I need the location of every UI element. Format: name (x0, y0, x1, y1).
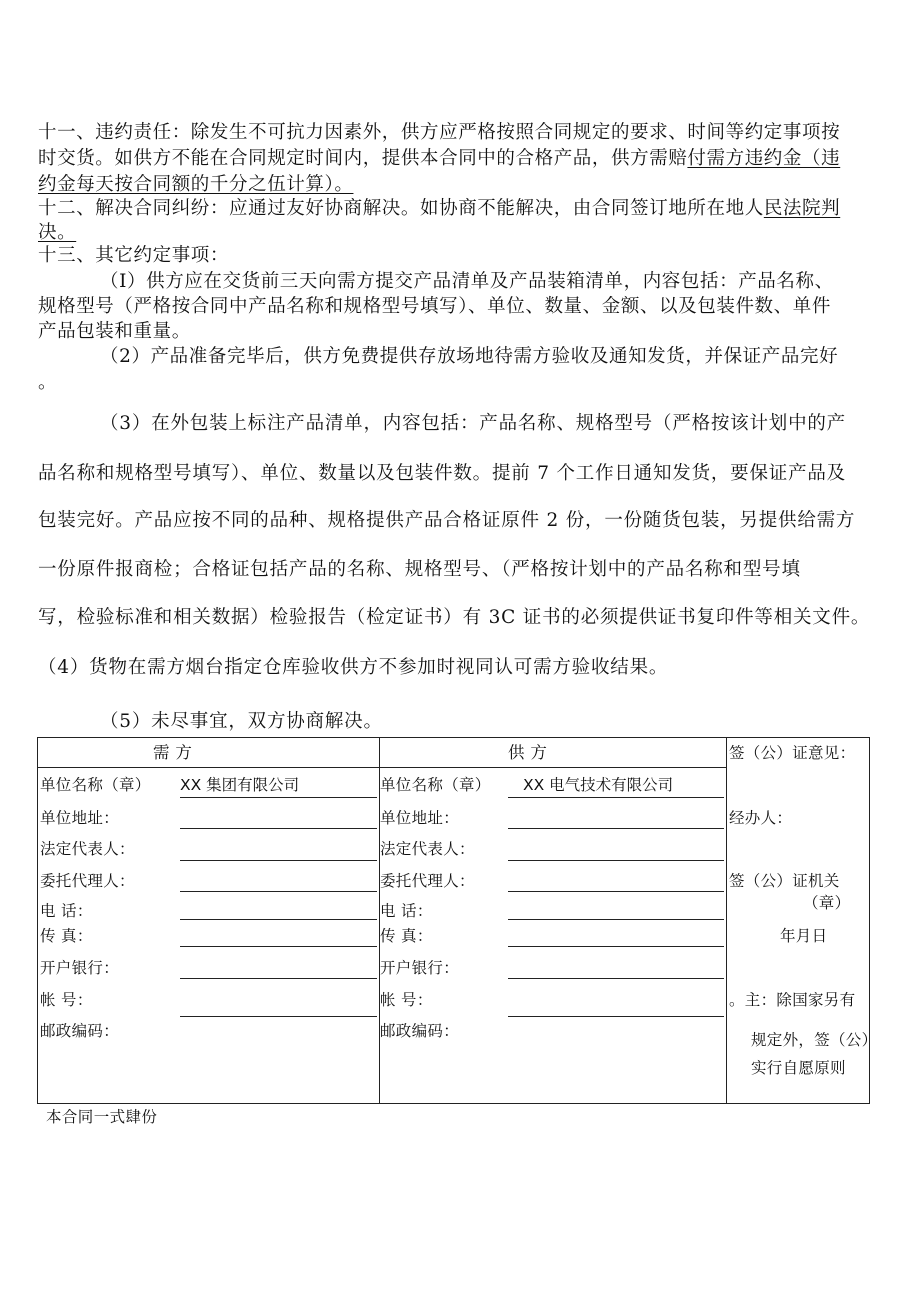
seller-agent-label: 委托代理人： (380, 872, 475, 890)
seller-unit-name-value: XX 电气技术有限公司 (523, 776, 674, 794)
signature-table (37, 737, 878, 1104)
seller-unit-name-line (508, 797, 724, 798)
header-divider (38, 767, 726, 768)
seller-account-line (508, 1016, 724, 1017)
buyer-phone-line (180, 919, 377, 920)
seller-phone-label: 电 话： (380, 902, 433, 920)
clause-13-item-3-line-4: 一份原件报商检；合格证包括产品的名称、规格型号、（严格按计划中的产品名称和型号填 (38, 559, 801, 580)
seller-postcode-label: 邮政编码： (380, 1022, 460, 1040)
notary-org-line-1: 签（公）证机关 (729, 872, 840, 890)
buyer-bank-label: 开户银行： (40, 959, 120, 977)
column-divider-2 (726, 738, 727, 1103)
seller-address-line (508, 828, 724, 829)
buyer-agent-label: 委托代理人： (40, 872, 135, 890)
buyer-agent-line (180, 891, 377, 892)
clause-13-item-1-line-3: 产品包装和重量。 (38, 321, 191, 342)
notary-note-line-2: 规定外，签（公） (751, 1031, 878, 1049)
contract-copies-note: 本合同一式肆份 (46, 1108, 158, 1126)
clause-11-line-2-text: 时交货。如供方不能在合同规定时间内，提供本合同中的合格产品，供方需赔 (38, 148, 688, 169)
notary-note-line-1: 。主：除国家另有 (729, 991, 856, 1009)
buyer-header: 需 方 (153, 743, 193, 762)
seller-fax-line (508, 946, 724, 947)
buyer-account-line (180, 1016, 377, 1017)
clause-13-item-3-line-1: （3）在外包装上标注产品清单，内容包括：产品名称、规格型号（严格按该计划中的产 (100, 413, 846, 434)
clause-13-item-3-line-5: 写，检验标准和相关数据）检验报告（检定证书）有 3C 证书的必须提供证书复印件等相关文件。 (38, 607, 871, 628)
clause-12-line-1-text: 十二、解决合同纠纷：应通过友好协商解决。如协商不能解决，由合同签订地所在地人 (38, 198, 764, 219)
clause-12-line-1 (38, 196, 840, 222)
buyer-address-label: 单位地址： (40, 809, 120, 827)
clause-13-item-5: （5）未尽事宜，双方协商解决。 (100, 711, 383, 732)
notary-org-line-2: （章） (803, 894, 851, 912)
clause-12-court-underlined: 民法院判 (763, 198, 841, 219)
clause-13-item-2-line-2: 。 (38, 372, 58, 393)
seller-legal-rep-line (508, 860, 724, 861)
clause-13-item-4: （4）货物在需方烟台指定仓库验收供方不参加时视同认可需方验收结果。 (38, 657, 669, 678)
clause-12-line-2: 决。 (38, 222, 77, 243)
buyer-fax-label: 传 真： (40, 927, 93, 945)
seller-address-label: 单位地址： (380, 809, 460, 827)
seller-account-label: 帐 号： (380, 991, 433, 1009)
seller-unit-name-label: 单位名称（章） (380, 776, 491, 794)
buyer-account-label: 帐 号： (40, 991, 93, 1009)
notary-note-line-3: 实行自愿原则 (751, 1059, 846, 1077)
seller-agent-line (508, 891, 724, 892)
buyer-unit-name-value: XX 集团有限公司 (180, 776, 300, 794)
clause-11-line-2 (38, 146, 840, 172)
buyer-legal-rep-label: 法定代表人： (40, 840, 135, 858)
clause-11-penalty-underlined: 付需方违约金（违 (687, 148, 841, 169)
clause-13-title: 十三、其它约定事项： (38, 245, 230, 266)
clause-11-line-1: 十一、违约责任：除发生不可抗力因素外，供方应严格按照合同规定的要求、时间等约定事项按 (38, 122, 841, 143)
clause-11-line-3: 约金每天按合同额的千分之伍计算）。 (38, 174, 354, 195)
seller-fax-label: 传 真： (380, 927, 433, 945)
seller-legal-rep-label: 法定代表人： (380, 840, 475, 858)
buyer-legal-rep-line (180, 860, 377, 861)
clause-13-item-1-line-1: （I）供方应在交货前三天向需方提交产品清单及产品装箱清单，内容包括：产品名称、 (100, 271, 834, 292)
buyer-phone-label: 电 话： (40, 902, 93, 920)
seller-header: 供 方 (508, 743, 548, 762)
clause-13-item-3-line-2: 品名称和规格型号填写）、单位、数量以及包装件数。提前 7 个工作日通知发货，要保证产品及 (38, 463, 846, 484)
clause-13-item-2-line-1: （2）产品准备完毕后，供方免费提供存放场地待需方验收及通知发货，并保证产品完好 (100, 346, 839, 367)
clause-13-item-1-line-2: 规格型号（严格按合同中产品名称和规格型号填写）、单位、数量、金额、以及包装件数、单件 (38, 296, 831, 317)
buyer-postcode-label: 邮政编码： (40, 1022, 120, 1040)
buyer-fax-line (180, 946, 377, 947)
notary-header: 签（公）证意见： (729, 744, 856, 762)
notary-handler: 经办人： (729, 809, 793, 827)
clause-13-item-3-line-3: 包装完好。产品应按不同的品种、规格提供产品合格证原件 2 份，一份随货包装，另提供给需方 (38, 510, 856, 531)
notary-date: 年月日 (780, 927, 828, 945)
buyer-address-line (180, 828, 377, 829)
buyer-bank-line (180, 978, 377, 979)
buyer-unit-name-label: 单位名称（章） (40, 776, 151, 794)
seller-phone-line (508, 919, 724, 920)
buyer-unit-name-line (180, 797, 377, 798)
seller-bank-line (508, 978, 724, 979)
seller-bank-label: 开户银行： (380, 959, 460, 977)
